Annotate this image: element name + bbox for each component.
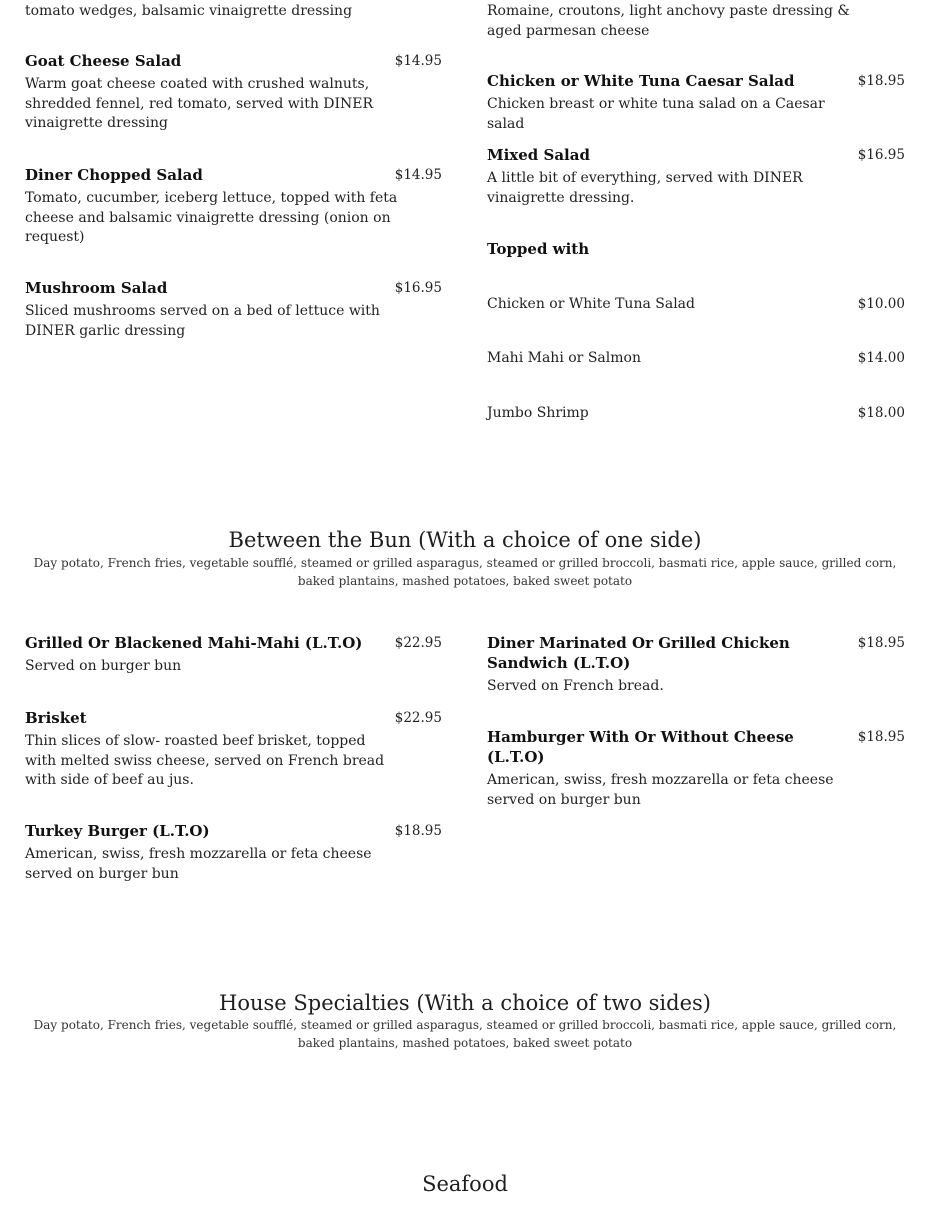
item-price: $14.95 [394, 167, 442, 183]
topping-item [487, 348, 905, 368]
item-description: Sliced mushrooms served on a bed of lettuce with DINER garlic dressing [25, 303, 380, 339]
item-description: Warm goat cheese coated with crushed walnuts, shredded fennel, red tomato, served with DINER vinaigrette dressing [25, 76, 374, 131]
topped-with-heading: Topped with [487, 240, 590, 258]
menu-item [25, 708, 442, 791]
item-description: Served on burger bun [25, 658, 182, 674]
item-price: $18.95 [857, 635, 905, 651]
topping-item [487, 403, 905, 423]
item-price: $18.95 [394, 823, 442, 839]
topping-name: Jumbo Shrimp [487, 405, 589, 421]
item-price: $22.95 [394, 710, 442, 726]
topping-name: Mahi Mahi or Salmon [487, 350, 641, 366]
item-price: $22.95 [394, 635, 442, 651]
menu-item [487, 727, 905, 810]
menu-item [25, 821, 442, 884]
menu-item [25, 165, 442, 248]
item-name: Diner Marinated Or Grilled Chicken Sandwich (L.T.O) [487, 634, 790, 672]
menu-item [487, 71, 905, 134]
section-subtitle-house: Day potato, French fries, vegetable soufflé, steamed or grilled asparagus, steamed or grilled broccoli, basmati rice, apple sauce, grilled corn, baked plantains, mashed potatoes, baked sweet potato [33, 1018, 897, 1050]
item-name: Mixed Salad [487, 146, 590, 164]
item-description: American, swiss, fresh mozzarella or feta cheese served on burger bun [487, 772, 834, 808]
item-name: Hamburger With Or Without Cheese (L.T.O) [487, 728, 794, 766]
item-name: Mushroom Salad [25, 279, 168, 297]
item-description: Thin slices of slow- roasted beef brisket, topped with melted swiss cheese, served on French bread with side of beef au jus. [25, 733, 385, 788]
menu-item [25, 51, 442, 134]
salads-left-column [25, 0, 442, 360]
item-name: Diner Chopped Salad [25, 166, 203, 184]
topping-item [487, 294, 905, 314]
salads-right-column [487, 0, 905, 440]
item-price: $16.95 [394, 280, 442, 296]
item-name: Grilled Or Blackened Mahi-Mahi (L.T.O) [25, 634, 363, 652]
item-description: Chicken breast or white tuna salad on a Caesar salad [487, 96, 825, 132]
topping-price: $10.00 [857, 296, 905, 312]
menu-item [25, 278, 442, 341]
item-name: Turkey Burger (L.T.O) [25, 822, 210, 840]
section-subtitle-bun: Day potato, French fries, vegetable soufflé, steamed or grilled asparagus, steamed or grilled broccoli, basmati rice, apple sauce, grilled corn, baked plantains, mashed potatoes, baked sweet potato [33, 556, 897, 588]
section-title-house: House Specialties (With a choice of two sides) [219, 991, 711, 1015]
fragment-left: tomato wedges, balsamic vinaigrette dressing [25, 3, 353, 19]
item-price: $18.95 [857, 729, 905, 745]
item-price: $16.95 [857, 147, 905, 163]
topping-price: $14.00 [857, 350, 905, 366]
item-price: $14.95 [394, 53, 442, 69]
topping-price: $18.00 [857, 405, 905, 421]
item-description: A little bit of everything, served with DINER vinaigrette dressing. [487, 170, 803, 206]
section-title-bun: Between the Bun (With a choice of one side) [228, 528, 702, 552]
fragment-right: Romaine, croutons, light anchovy paste dressing & aged parmesan cheese [487, 3, 850, 39]
item-name: Brisket [25, 709, 87, 727]
item-description: Served on French bread. [487, 678, 664, 694]
item-description: American, swiss, fresh mozzarella or feta cheese served on burger bun [25, 846, 372, 882]
item-price: $18.95 [857, 73, 905, 89]
menu-item [487, 633, 905, 697]
topping-name: Chicken or White Tuna Salad [487, 296, 695, 312]
section-title-seafood: Seafood [422, 1172, 508, 1196]
item-name: Goat Cheese Salad [25, 52, 182, 70]
menu-item [25, 633, 442, 677]
item-description: Tomato, cucumber, iceberg lettuce, topped with feta cheese and balsamic vinaigrette dressing (onion on request) [25, 190, 398, 245]
item-name: Chicken or White Tuna Caesar Salad [487, 72, 795, 90]
menu-item [487, 145, 905, 208]
